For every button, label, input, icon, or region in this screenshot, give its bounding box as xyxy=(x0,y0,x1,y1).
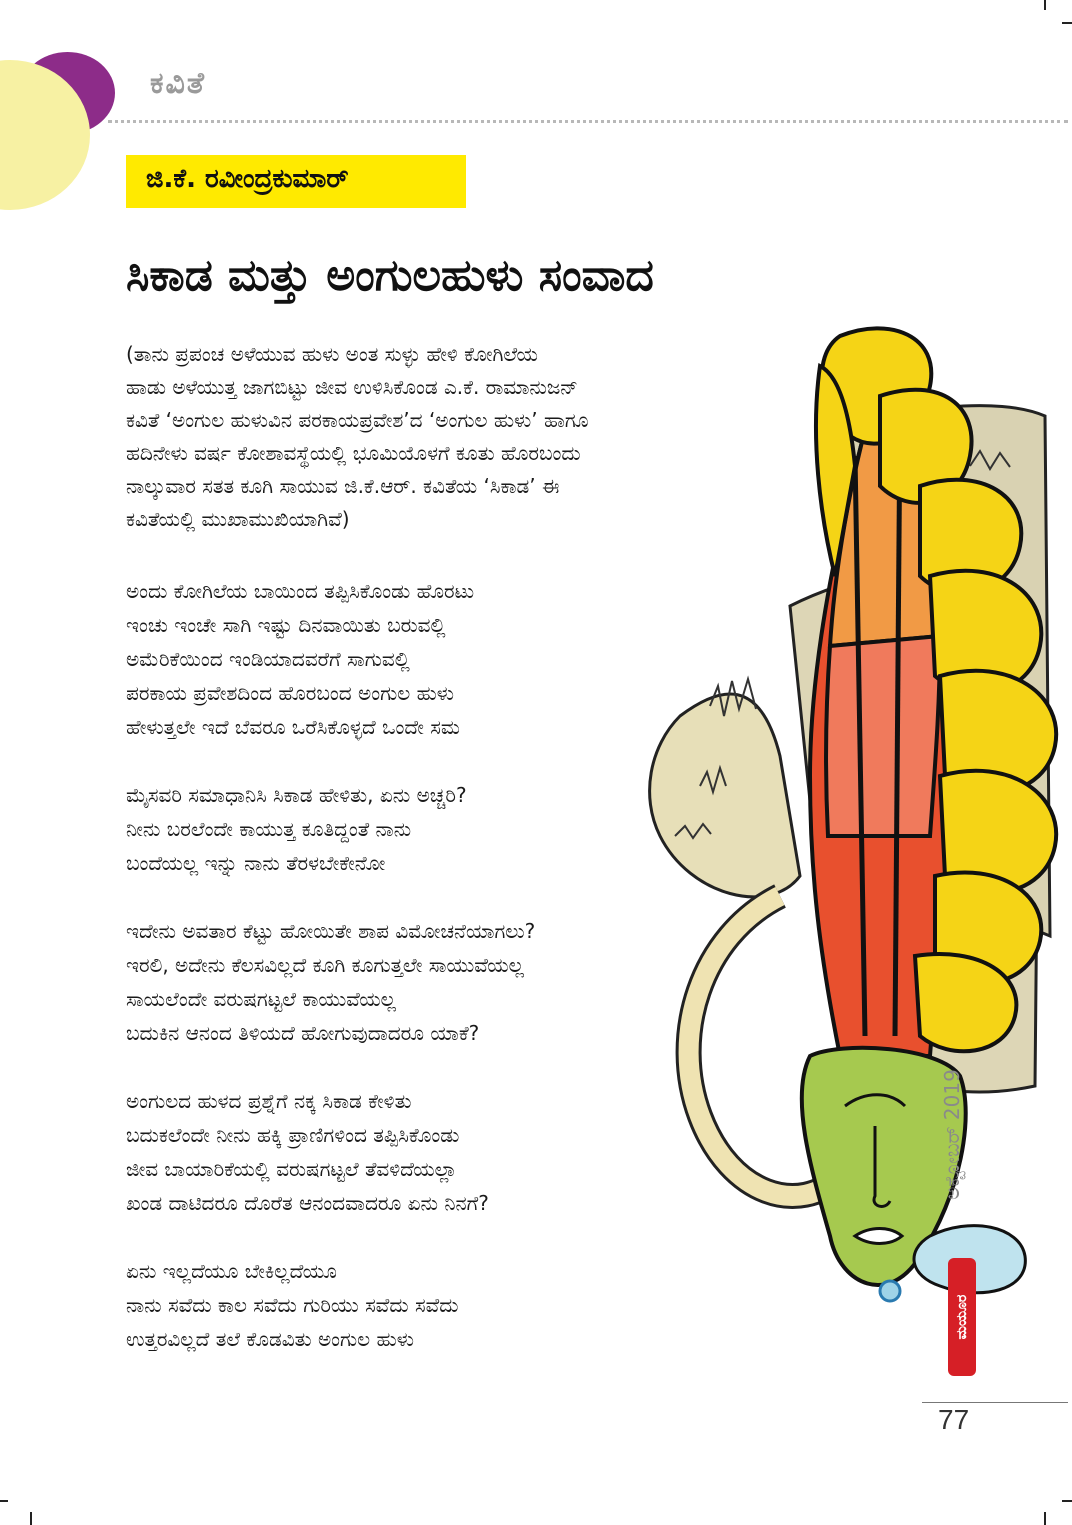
verse-line: ಬದುಕಿನ ಆನಂದ ತಿಳಿಯದೆ ಹೋಗುವುದಾದರೂ ಯಾಕೆ? xyxy=(126,1021,480,1045)
verse-line: ಅಂಗುಲದ ಹುಳದ ಪ್ರಶ್ನೆಗೆ ನಕ್ಕ ಸಿಕಾಡ ಕೇಳಿತು xyxy=(126,1089,412,1113)
intro-line: ಹಾಡು ಅಳೆಯುತ್ತ ಜಾಗಬಿಟ್ಟು ಜೀವ ಉಳಿಸಿಕೊಂಡ ಎ.ಕೆ. ರಾಮಾನುಜನ್ xyxy=(126,375,578,399)
verse-line: ಮೈಸವರಿ ಸಮಾಧಾನಿಸಿ ಸಿಕಾಡ ಹೇಳಿತು, ಏನು ಅಚ್ಚರಿ? xyxy=(126,783,467,807)
author-name: ಜಿ.ಕೆ. ರವೀಂದ್ರಕುಮಾರ್ xyxy=(146,164,349,194)
verse-line: ಇರಲಿ, ಅದೇನು ಕೆಲಸವಿಲ್ಲದೆ ಕೂಗಿ ಕೂಗುತ್ತಲೇ ಸಾಯುವೆಯಲ್ಲ xyxy=(126,953,524,977)
issue-date: ಅಕ್ಟೋಬರ್ 2019 xyxy=(940,1069,964,1200)
magazine-logo xyxy=(948,1258,976,1376)
poem-title: ಸಿಕಾಡ ಮತ್ತು ಅಂಗುಲಹುಳು ಸಂವಾದ xyxy=(126,250,654,301)
poem-intro xyxy=(126,338,796,536)
crop-mark xyxy=(1062,1500,1072,1502)
verse-line: ಇದೇನು ಅವತಾರ ಕೆಟ್ಟು ಹೋಯಿತೇ ಶಾಪ ವಿಮೋಚನೆಯಾಗಲು? xyxy=(126,919,536,943)
stanza-1 xyxy=(126,574,474,744)
crop-mark xyxy=(1044,1512,1046,1525)
verse-line: ಅಮೆರಿಕೆಯಿಂದ ಇಂಡಿಯಾದವರೆಗೆ ಸಾಗುವಲ್ಲಿ xyxy=(126,647,410,671)
intro-line: ಹದಿನೇಳು ವರ್ಷ ಕೋಶಾವಸ್ಥೆಯಲ್ಲಿ ಭೂಮಿಯೊಳಗೆ ಕೂತು ಹೊರಬಂದು xyxy=(126,441,581,465)
crop-mark xyxy=(0,1500,8,1502)
verse-line: ಅಂದು ಕೋಗಿಲೆಯ ಬಾಯಿಂದ ತಪ್ಪಿಸಿಕೊಂಡು ಹೊರಟು xyxy=(126,579,475,603)
crop-mark xyxy=(30,1512,32,1525)
verse-line: ಬದುಕಲೆಂದೇ ನೀನು ಹಕ್ಕಿ ಪ್ರಾಣಿಗಳಿಂದ ತಪ್ಪಿಸಿಕೊಂಡು xyxy=(126,1123,460,1147)
intro-line: ಕವಿತೆಯಲ್ಲಿ ಮುಖಾಮುಖಿಯಾಗಿವೆ) xyxy=(126,507,350,531)
verse-line: ಸಾಯಲೆಂದೇ ವರುಷಗಟ್ಟಲೆ ಕಾಯುವೆಯಲ್ಲ xyxy=(126,987,396,1011)
crop-mark xyxy=(1044,0,1046,10)
page-number: 77 xyxy=(938,1404,970,1435)
verse-line: ಇಂಚು ಇಂಚೇ ಸಾಗಿ ಇಷ್ಟು ದಿನವಾಯಿತು ಬರುವಲ್ಲಿ xyxy=(126,613,446,637)
dotted-divider xyxy=(108,120,1068,123)
intro-line: ಕವಿತೆ ‘ಅಂಗುಲ ಹುಳುವಿನ ಪರಕಾಯಪ್ರವೇಶ’ದ ‘ಅಂಗುಲ ಹುಳು’ ಹಾಗೂ xyxy=(126,408,589,432)
stanza-4 xyxy=(126,1084,489,1220)
intro-line: (ತಾನು ಪ್ರಪಂಚ ಅಳೆಯುವ ಹುಳು ಅಂತ ಸುಳ್ಳು ಹೇಳಿ ಕೋಗಿಲೆಯ xyxy=(126,342,538,366)
verse-line: ಹೇಳುತ್ತಲೇ ಇದೆ ಬೆವರೂ ಒರೆಸಿಕೊಳ್ಳದೆ ಒಂದೇ ಸಮ xyxy=(126,715,460,739)
stanza-2 xyxy=(126,778,467,880)
section-label: ಕವಿತೆ xyxy=(150,66,206,101)
verse-line: ನೀನು ಬರಲೆಂದೇ ಕಾಯುತ್ತ ಕೂತಿದ್ದಂತೆ ನಾನು xyxy=(126,817,412,841)
verse-line: ನಾನು ಸವೆದು ಕಾಲ ಸವೆದು ಗುರಿಯು ಸವೆದು ಸವೆದು xyxy=(126,1293,459,1317)
stanza-3 xyxy=(126,914,535,1050)
verse-line: ಪರಕಾಯ ಪ್ರವೇಶದಿಂದ ಹೊರಬಂದ ಅಂಗುಲ ಹುಳು xyxy=(126,681,455,705)
verse-line: ಉತ್ತರವಿಲ್ಲದೆ ತಲೆ ಕೊಡವಿತು ಅಂಗುಲ ಹುಳು xyxy=(126,1327,414,1351)
svg-text:ಮಯೂರ: ಮಯೂರ xyxy=(954,1294,970,1340)
verse-line: ಜೀವ ಬಾಯಾರಿಕೆಯಲ್ಲಿ ವರುಷಗಟ್ಟಲೆ ತೆವಳಿದೆಯಲ್ಲಾ xyxy=(126,1157,458,1181)
author-banner xyxy=(126,155,466,208)
verse-line: ಏನು ಇಲ್ಲದೆಯೂ ಬೇಕಿಲ್ಲದೆಯೂ xyxy=(126,1259,337,1283)
footer-rule xyxy=(922,1402,1068,1403)
verse-line: ಬಂದೆಯಲ್ಲ ಇನ್ನು ನಾನು ತೆರಳಬೇಕೇನೋ xyxy=(126,851,386,875)
intro-line: ನಾಲ್ಕುವಾರ ಸತತ ಕೂಗಿ ಸಾಯುವ ಜಿ.ಕೆ.ಆರ್. ಕವಿತೆಯ ‘ಸಿಕಾಡ’ ಈ xyxy=(126,474,560,498)
stanza-5 xyxy=(126,1254,459,1356)
crop-mark xyxy=(1062,22,1072,24)
verse-line: ಖಂಡ ದಾಟಿದರೂ ದೊರೆತ ಆನಂದವಾದರೂ ಏನು ನಿನಗೆ? xyxy=(126,1191,489,1215)
